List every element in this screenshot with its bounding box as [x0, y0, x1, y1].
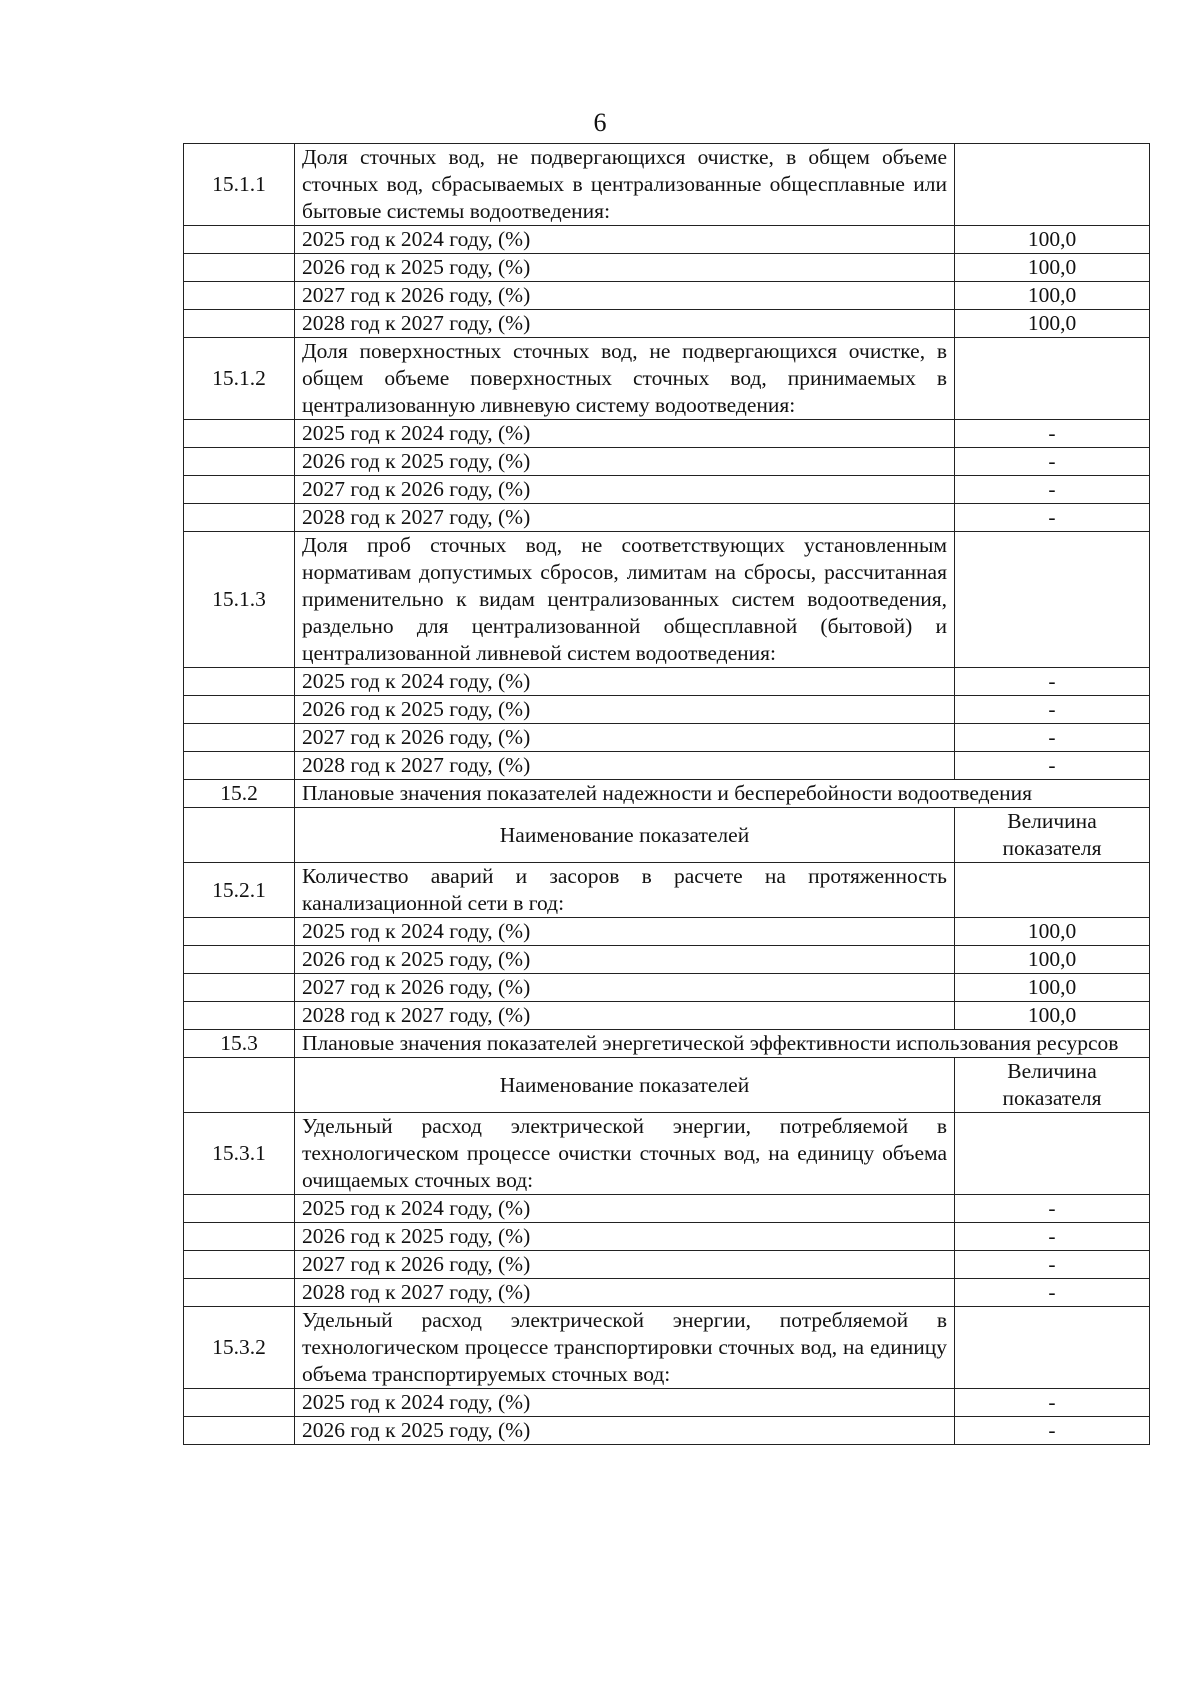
- indicator-description: Доля сточных вод, не подвергающихся очистке, в общем объеме сточных вод, сбрасываемых в централизованные общесплавные или бытовые системы водоотведения:: [295, 144, 955, 226]
- year-label: 2026 год к 2025 году, (%): [295, 1417, 955, 1445]
- year-value: -: [955, 1251, 1150, 1279]
- page-number: 6: [593, 108, 607, 137]
- indicator-description: Удельный расход электрической энергии, потребляемой в технологическом процессе транспортировки сточных вод, на единицу объема транспортируемых сточных вод:: [295, 1307, 955, 1389]
- year-row: [184, 696, 1150, 724]
- indicator-value-empty: [955, 338, 1150, 420]
- year-row-number-empty: [184, 974, 295, 1002]
- indicator-description: Удельный расход электрической энергии, потребляемой в технологическом процессе очистки сточных вод, на единицу объема очищаемых сточных вод:: [295, 1113, 955, 1195]
- year-row-number-empty: [184, 1195, 295, 1223]
- header-number-empty: [184, 808, 295, 863]
- section-row: [184, 780, 1150, 808]
- year-value: -: [955, 448, 1150, 476]
- year-row-number-empty: [184, 1002, 295, 1030]
- header-number-empty: [184, 1058, 295, 1113]
- year-row-number-empty: [184, 1279, 295, 1307]
- indicator-value-empty: [955, 532, 1150, 668]
- year-row-number-empty: [184, 226, 295, 254]
- section-number: 15.3: [184, 1030, 295, 1058]
- year-row: [184, 282, 1150, 310]
- indicator-row: [184, 532, 1150, 668]
- indicator-row: [184, 1113, 1150, 1195]
- year-label: 2027 год к 2026 году, (%): [295, 1251, 955, 1279]
- year-value: 100,0: [955, 254, 1150, 282]
- year-row-number-empty: [184, 476, 295, 504]
- year-label: 2027 год к 2026 году, (%): [295, 476, 955, 504]
- year-label: 2025 год к 2024 году, (%): [295, 1195, 955, 1223]
- header-name: Наименование показателей: [295, 1058, 955, 1113]
- indicator-number: 15.2.1: [184, 863, 295, 918]
- year-value: -: [955, 1417, 1150, 1445]
- year-row: [184, 946, 1150, 974]
- year-value: -: [955, 668, 1150, 696]
- year-row: [184, 448, 1150, 476]
- year-value: 100,0: [955, 1002, 1150, 1030]
- year-row: [184, 724, 1150, 752]
- year-row-number-empty: [184, 1251, 295, 1279]
- year-label: 2026 год к 2025 году, (%): [295, 254, 955, 282]
- header-value: Величина показателя: [955, 808, 1150, 863]
- column-header-row: [184, 808, 1150, 863]
- indicator-value-empty: [955, 1113, 1150, 1195]
- year-row: [184, 1417, 1150, 1445]
- section-title: Плановые значения показателей энергетической эффективности использования ресурсов: [295, 1030, 1150, 1058]
- indicator-number: 15.3.1: [184, 1113, 295, 1195]
- year-row-number-empty: [184, 1223, 295, 1251]
- year-label: 2025 год к 2024 году, (%): [295, 226, 955, 254]
- year-row: [184, 254, 1150, 282]
- indicator-number: 15.3.2: [184, 1307, 295, 1389]
- year-row: [184, 918, 1150, 946]
- indicator-description: Доля поверхностных сточных вод, не подвергающихся очистке, в общем объеме поверхностных сточных вод, принимаемых в централизованную ливневую систему водоотведения:: [295, 338, 955, 420]
- indicator-number: 15.1.2: [184, 338, 295, 420]
- year-label: 2028 год к 2027 году, (%): [295, 1279, 955, 1307]
- year-value: 100,0: [955, 310, 1150, 338]
- indicator-number: 15.1.3: [184, 532, 295, 668]
- indicator-description: Доля проб сточных вод, не соответствующих установленным нормативам допустимых сбросов, лимитам на сбросы, рассчитанная применительно к видам централизованных систем водоотведения, раздельно для централизованной общесплавной (бытовой) и централизованной ливневой систем водоотведения:: [295, 532, 955, 668]
- year-label: 2025 год к 2024 году, (%): [295, 668, 955, 696]
- year-value: 100,0: [955, 282, 1150, 310]
- year-value: 100,0: [955, 918, 1150, 946]
- section-number: 15.2: [184, 780, 295, 808]
- year-label: 2026 год к 2025 году, (%): [295, 946, 955, 974]
- year-value: -: [955, 476, 1150, 504]
- year-value: -: [955, 420, 1150, 448]
- year-value: -: [955, 696, 1150, 724]
- year-value: -: [955, 752, 1150, 780]
- header-value: Величина показателя: [955, 1058, 1150, 1113]
- year-row-number-empty: [184, 696, 295, 724]
- indicator-row: [184, 144, 1150, 226]
- section-row: [184, 1030, 1150, 1058]
- year-row-number-empty: [184, 282, 295, 310]
- year-row-number-empty: [184, 1417, 295, 1445]
- year-label: 2028 год к 2027 году, (%): [295, 504, 955, 532]
- year-row: [184, 752, 1150, 780]
- year-label: 2025 год к 2024 году, (%): [295, 420, 955, 448]
- year-row: [184, 1223, 1150, 1251]
- year-value: -: [955, 504, 1150, 532]
- indicator-row: [184, 863, 1150, 918]
- year-row: [184, 476, 1150, 504]
- year-row-number-empty: [184, 254, 295, 282]
- year-value: -: [955, 724, 1150, 752]
- year-label: 2027 год к 2026 году, (%): [295, 724, 955, 752]
- year-row-number-empty: [184, 918, 295, 946]
- year-label: 2026 год к 2025 году, (%): [295, 448, 955, 476]
- year-row-number-empty: [184, 504, 295, 532]
- year-value: -: [955, 1195, 1150, 1223]
- year-row-number-empty: [184, 310, 295, 338]
- year-row: [184, 1389, 1150, 1417]
- year-row-number-empty: [184, 668, 295, 696]
- indicator-description: Количество аварий и засоров в расчете на протяженность канализационной сети в год:: [295, 863, 955, 918]
- indicator-row: [184, 1307, 1150, 1389]
- header-name: Наименование показателей: [295, 808, 955, 863]
- indicator-number: 15.1.1: [184, 144, 295, 226]
- year-value: 100,0: [955, 974, 1150, 1002]
- year-label: 2028 год к 2027 году, (%): [295, 752, 955, 780]
- year-row-number-empty: [184, 946, 295, 974]
- year-value: 100,0: [955, 226, 1150, 254]
- year-label: 2028 год к 2027 году, (%): [295, 1002, 955, 1030]
- year-label: 2025 год к 2024 году, (%): [295, 1389, 955, 1417]
- indicator-value-empty: [955, 1307, 1150, 1389]
- year-row: [184, 668, 1150, 696]
- year-row: [184, 226, 1150, 254]
- year-row: [184, 1195, 1150, 1223]
- year-value: -: [955, 1223, 1150, 1251]
- year-row-number-empty: [184, 752, 295, 780]
- year-label: 2026 год к 2025 году, (%): [295, 1223, 955, 1251]
- year-label: 2027 год к 2026 году, (%): [295, 282, 955, 310]
- year-label: 2028 год к 2027 году, (%): [295, 310, 955, 338]
- year-row: [184, 974, 1150, 1002]
- year-row: [184, 504, 1150, 532]
- year-row-number-empty: [184, 448, 295, 476]
- year-label: 2026 год к 2025 году, (%): [295, 696, 955, 724]
- year-row-number-empty: [184, 1389, 295, 1417]
- year-row: [184, 310, 1150, 338]
- year-value: -: [955, 1389, 1150, 1417]
- year-label: 2027 год к 2026 году, (%): [295, 974, 955, 1002]
- year-row: [184, 1279, 1150, 1307]
- year-value: 100,0: [955, 946, 1150, 974]
- year-row: [184, 420, 1150, 448]
- year-row-number-empty: [184, 420, 295, 448]
- year-value: -: [955, 1279, 1150, 1307]
- section-title: Плановые значения показателей надежности и бесперебойности водоотведения: [295, 780, 1150, 808]
- indicator-row: [184, 338, 1150, 420]
- year-row-number-empty: [184, 724, 295, 752]
- year-row: [184, 1251, 1150, 1279]
- indicator-value-empty: [955, 144, 1150, 226]
- indicator-value-empty: [955, 863, 1150, 918]
- year-row: [184, 1002, 1150, 1030]
- year-label: 2025 год к 2024 году, (%): [295, 918, 955, 946]
- indicators-table: [183, 143, 1150, 1445]
- column-header-row: [184, 1058, 1150, 1113]
